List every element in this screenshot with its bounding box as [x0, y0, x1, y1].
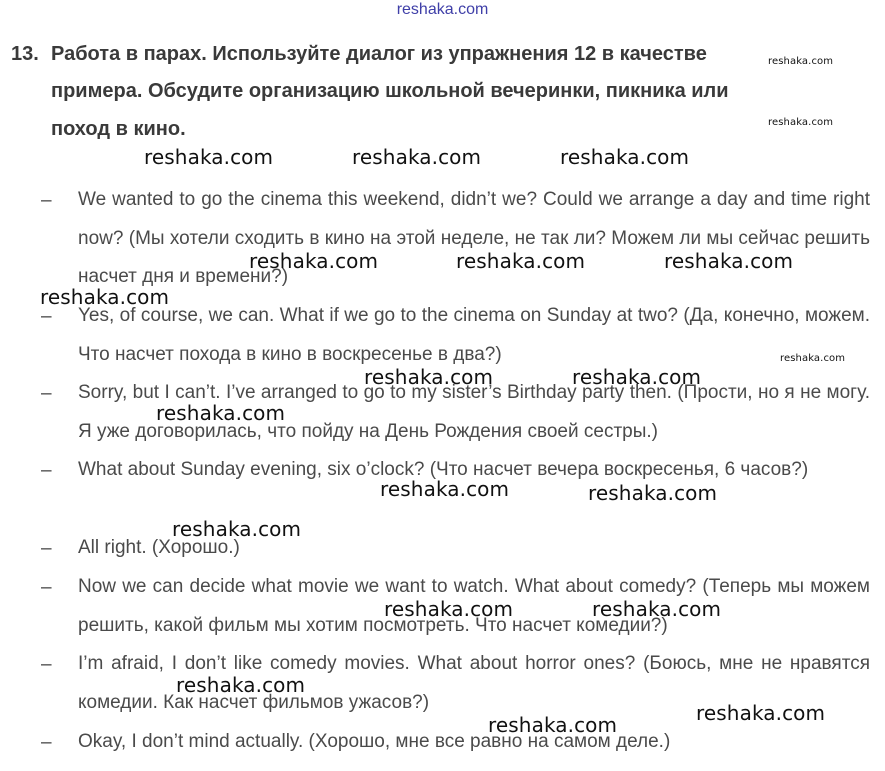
dialogue-dash: – — [41, 577, 52, 598]
watermark: reshaka.com — [380, 477, 510, 501]
watermark: reshaka.com — [249, 249, 379, 273]
dialogue-text: Yes, of course, we can. What if we go to the cinema on Sunday at two? (Да, конечно, можем. Что насчет похода в кино в воскресенье в два?) — [78, 305, 870, 365]
dialogue-dash: – — [41, 732, 52, 753]
exercise-title-line-1: Работа в парах. Используйте диалог из упражнения 12 в качестве — [51, 43, 707, 65]
watermark: reshaka.com — [172, 517, 302, 541]
watermark: reshaka.com — [384, 597, 514, 621]
dialogue-dash: – — [41, 654, 52, 675]
dialogue-text: I’m afraid, I don’t like comedy movies. What about horror ones? (Боюсь, мне не нравятся комедии. Как насчет фильмов ужасов?) — [78, 653, 870, 713]
watermark: reshaka.com — [456, 249, 586, 273]
dialogue-dash: – — [41, 190, 52, 211]
watermark: reshaka.com — [768, 56, 834, 67]
dialogue-text: Sorry, but I can’t. I’ve arranged to go to my sister’s Birthday party then. (Прости, но я не могу. Я уже договорилась, что пойду на День Рождения своей сестры.) — [78, 382, 870, 442]
watermark: reshaka.com — [156, 401, 286, 425]
watermark: reshaka.com — [768, 117, 834, 128]
exercise-number: 13. — [11, 43, 39, 65]
dialogue-text: Okay, I don’t mind actually. (Хорошо, мне все равно на самом деле.) — [78, 731, 671, 752]
dialogue-dash: – — [41, 460, 52, 481]
dialogue-text: What about Sunday evening, six o’clock? (Что насчет вечера воскресенья, 6 часов?) — [78, 459, 809, 480]
dialogue-text: Now we can decide what movie we want to watch. What about comedy? (Теперь мы можем решить, какой фильм мы хотим посмотреть. Что насчет комедии?) — [78, 576, 870, 636]
watermark: reshaka.com — [352, 145, 482, 169]
watermark: reshaka.com — [588, 481, 718, 505]
watermark: reshaka.com — [176, 673, 306, 697]
watermark: reshaka.com — [40, 285, 170, 309]
watermark: reshaka.com — [560, 145, 690, 169]
dialogue-dash: – — [41, 538, 52, 559]
watermark: reshaka.com — [144, 145, 274, 169]
top-watermark: reshaka.com — [396, 1, 489, 18]
watermark: reshaka.com — [664, 249, 794, 273]
dialogue-text: All right. (Хорошо.) — [78, 537, 240, 558]
watermark: reshaka.com — [572, 365, 702, 389]
dialogue-dash: – — [41, 383, 52, 404]
watermark: reshaka.com — [780, 353, 846, 364]
watermark: reshaka.com — [696, 701, 826, 725]
watermark: reshaka.com — [592, 597, 722, 621]
exercise-title-line-3: поход в кино. — [51, 118, 186, 140]
dialogue-text: We wanted to go the cinema this weekend, didn’t we? Could we arrange a day and time right now? (Мы хотели сходить в кино на этой неделе, не так ли? Можем ли мы сейчас решить насчет дня и времени?) — [78, 189, 870, 287]
dialogue-dash: – — [41, 306, 52, 327]
watermark: reshaka.com — [364, 365, 494, 389]
exercise-title-line-2: примера. Обсудите организацию школьной вечеринки, пикника или — [51, 80, 729, 102]
watermark: reshaka.com — [488, 713, 618, 737]
